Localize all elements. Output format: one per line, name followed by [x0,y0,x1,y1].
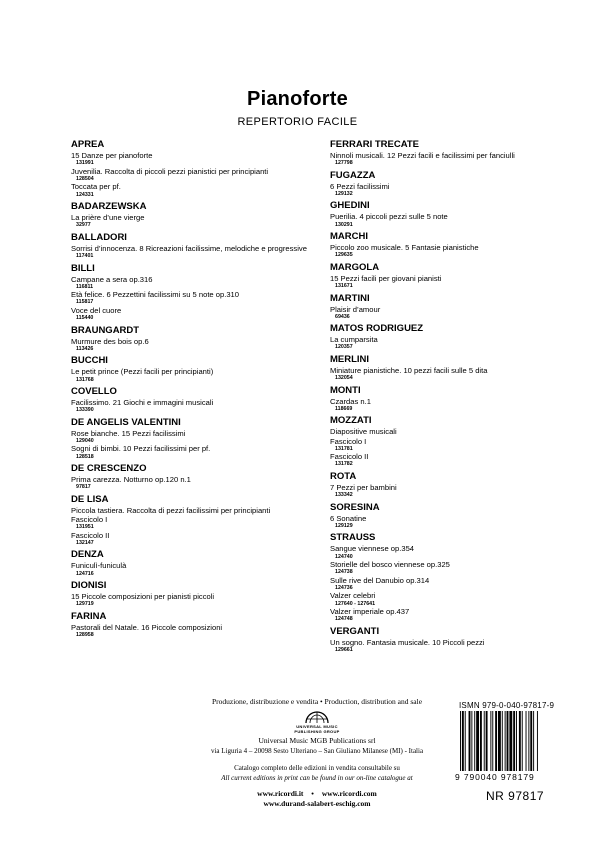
work-title: La cumparsita [330,335,378,345]
catalog-number: 69436 [335,313,350,320]
barcode-bar [513,711,515,771]
catalog-number: 124748 [335,616,353,623]
work-title: Ninnoli musicali. 12 Pezzi facili e facilissimi per fanciulli [330,151,515,160]
barcode-image [459,711,559,773]
catalogue-note-it: Catalogo completo delle edizioni in vendita consultabile su [234,764,400,772]
logo-text: UNIVERSAL MUSIC PUBLISHING GROUP [294,724,340,734]
composer-name: MARGOLA [330,261,380,273]
globe-icon [304,710,330,724]
website-separator: • [311,789,314,798]
composer-name: STRAUSS [330,532,376,544]
barcode-bar [474,711,475,771]
barcode-bar [509,711,512,771]
work-title: Plaisir d’amour [330,304,381,314]
barcode-bar [480,711,482,771]
website-link-ricordi-com[interactable]: www.ricordi.com [321,789,377,798]
publisher-name: Universal Music MGB Publications srl [258,736,376,745]
catalog-number: 132054 [335,375,353,382]
composer-name: BRAUNGARDT [71,324,140,336]
work-title: Età felice. 6 Pezzettini facilissimi su 5 note op.310 [71,290,239,300]
composer-name: DE ANGELIS VALENTINI [71,416,181,428]
work-title: Un sogno. Fantasia musicale. 10 Piccoli pezzi [330,637,485,647]
work-title: Piccolo zoo musicale. 5 Fantasie pianistiche [330,243,479,253]
work-title: Czardas n.1 [330,396,371,406]
catalog-number: 129132 [335,190,353,197]
work-title: Sangue viennese op.354 [330,544,415,554]
website-link-durand[interactable]: www.durand-salabert-eschig.com [263,799,371,808]
composer-name: MONTI [330,384,361,396]
composer-name: SORESINA [330,501,380,513]
work-title: Facilissimo. 21 Giochi e immagini musicali [71,398,214,408]
catalog-number: 130291 [335,221,353,228]
barcode-digits: 9 790040 978179 [455,772,535,782]
composer-name: FUGAZZA [330,169,376,181]
catalog-number: 131951 [76,524,94,531]
composer-name: BADARZEWSKA [71,201,147,213]
work-title: Piccola tastiera. Raccolta di pezzi facilissimi per principianti [71,505,271,515]
catalog-column-right [330,139,570,654]
page-subtitle: REPERTORIO FACILE [237,116,358,128]
barcode-bar [533,711,534,771]
catalog-number: 113426 [76,345,94,352]
work-title: 15 Danze per pianoforte [71,151,153,160]
barcode-bar [505,711,506,771]
composer-name: ROTA [330,470,357,482]
work-title: Valzer imperiale op.437 [330,607,410,617]
catalog-number: 131782 [335,461,353,468]
catalog-number: 32977 [76,222,91,229]
composer-name: GHEDINI [330,200,370,212]
barcode-bar [530,711,532,771]
composer-name: MARTINI [330,292,370,304]
catalog-number: 133390 [76,407,94,414]
catalog-number: 131991 [76,160,94,167]
composer-name: DE CRESCENZO [71,463,147,475]
barcode-bar [486,711,488,771]
work-title: Diapositive musicali [330,427,397,437]
catalog-number: 128518 [76,453,94,460]
catalog-number: 115817 [76,299,94,306]
work-title: 15 Pezzi facili per giovani pianisti [330,273,442,283]
composer-name: APREA [71,139,105,150]
composer-name: BILLI [71,262,95,274]
work-title: Campane a sera op.316 [71,274,153,284]
composer-name: MERLINI [330,353,370,365]
barcode-bar [484,711,485,771]
publisher-address: via Liguria 4 – 20098 Sesto Ulteriano – San Giuliano Milanese (MI) - Italia [210,747,424,755]
barcode-bar [502,711,503,771]
barcode-bar [495,711,497,771]
work-title: La prière d’une vierge [71,213,145,223]
website-row [172,789,462,799]
work-title: Fascicolo I [71,515,108,525]
barcode-bar [471,711,472,771]
work-title: 6 Sonatine [330,513,367,523]
barcode-bar [519,711,521,771]
composer-name: BALLADORI [71,231,127,243]
work-title: 15 Piccole composizioni per pianisti piccoli [71,592,215,602]
barcode-bar [526,711,527,771]
work-title: Fascicolo II [330,452,369,462]
composer-name: COVELLO [71,386,117,398]
work-title: Sulle rive del Danubio op.314 [330,575,430,585]
ismn-code: ISMN 979-0-040-97817-9 [459,701,555,710]
composer-name: VERGANTI [330,625,380,637]
catalog-number: 132147 [76,539,94,546]
work-title: Sorrisi d’innocenza. 8 Ricreazioni facilissime, melodiche e progressive [71,243,307,253]
barcode-bar [507,711,509,771]
barcode-bar [516,711,517,771]
catalog-number: 129661 [335,647,353,654]
work-title: Pastorali del Natale. 16 Piccole composizioni [71,622,223,632]
work-title: Toccata per pf. [71,182,121,192]
work-title: Murmure des bois op.6 [71,336,149,346]
work-title: Fascicolo I [330,436,367,446]
work-title: Sogni di bimbi. 10 Pezzi facilissimi per pf. [71,444,211,454]
footer [172,697,462,809]
catalog-number: 124736 [335,584,353,591]
composer-name: FERRARI TRECATE [330,139,420,150]
work-title: Voce del cuore [71,305,122,315]
catalog-number: 129129 [335,522,353,529]
catalog-number: 128958 [76,632,94,639]
catalog-number: 133342 [335,492,353,499]
catalog-number: 124740 [335,553,353,560]
catalog-number: 124331 [76,191,94,198]
catalog-column-left [71,139,311,639]
catalog-number: 124716 [76,570,94,577]
barcode-bar [498,711,501,771]
catalog-number: 131781 [335,445,353,452]
catalog-number: 124738 [335,569,353,576]
work-title: Puerilia. 4 piccoli pezzi sulle 5 note [330,212,448,222]
catalog-number: 127798 [335,160,353,167]
work-title: Storielle del bosco viennese op.325 [330,560,450,570]
barcode-bar [469,711,471,771]
barcode-bar [460,711,461,771]
barcode-bar [465,711,466,771]
catalog-number: 117401 [76,253,94,260]
barcode-bar [537,711,538,771]
barcode-bar [522,711,523,771]
catalog-number: 129719 [76,601,94,608]
barcode-bar [492,711,493,771]
composer-name: MATOS RODRIGUEZ [330,323,424,335]
catalogue-note-en: All current editions in print can be found in our on-line catalogue at [221,773,413,782]
composer-name: MARCHI [330,231,368,243]
composer-name: BUCCHI [71,355,108,367]
work-title: Juvenilia. Raccolta di piccoli pezzi pianistici per principianti [71,166,269,176]
barcode-bar [490,711,491,771]
work-title: Prima carezza. Notturno op.120 n.1 [71,475,191,485]
barcode-bar [462,711,464,771]
catalog-number: 120357 [335,344,353,351]
edition-number: NR 97817 [486,789,545,803]
catalog-number: 127640 - 127641 [335,600,376,607]
work-title: 6 Pezzi facilissimi [330,181,390,191]
work-title: Rose bianche. 15 Pezzi facilissimi [71,428,186,438]
work-title: Le petit prince (Pezzi facili per principianti) [71,367,214,377]
catalog-number: 129040 [76,437,94,444]
work-title: Valzer celebri [330,591,376,601]
website-link-ricordi-it[interactable]: www.ricordi.it [257,789,304,798]
work-title: Fascicolo II [71,530,110,540]
composer-name: DE LISA [71,493,109,505]
catalog-number: 116811 [76,283,94,290]
work-title: Miniature pianistiche. 10 pezzi facili sulle 5 dita [330,365,488,375]
catalog-number: 131671 [335,283,353,290]
catalog-number: 115440 [76,315,94,322]
production-line: Produzione, distribuzione e vendita • Production, distribution and sale [211,697,423,706]
catalog-number: 131768 [76,376,94,383]
catalog-number: 97817 [76,484,91,491]
catalog-number: 128504 [76,175,94,182]
composer-name: DENZA [71,549,104,561]
composer-name: MOZZATI [330,415,372,427]
page-title: Pianoforte [247,88,348,110]
composer-name: FARINA [71,610,107,622]
barcode-bar [476,711,479,771]
work-title: Funiculì-funiculà [71,561,127,571]
catalog-number: 118669 [335,405,353,412]
barcode-bar [528,711,529,771]
composer-name: DIONISI [71,580,107,592]
publisher-logo [172,710,462,734]
catalog-number: 129635 [335,252,353,259]
work-title: 7 Pezzi per bambini [330,482,397,492]
